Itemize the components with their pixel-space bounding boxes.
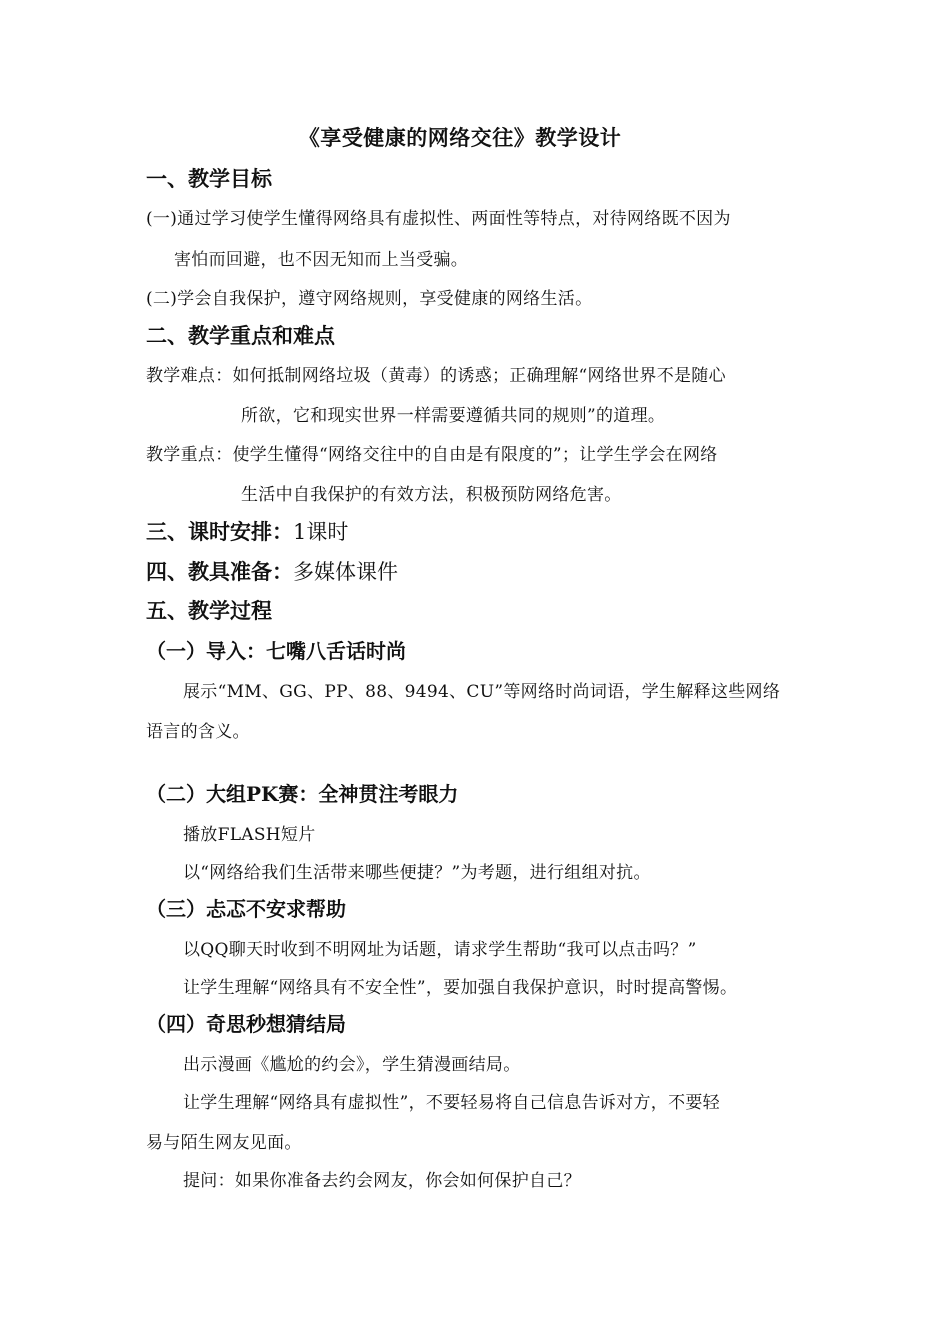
difficulty-line-1: 教学难点：如何抵制网络垃圾（黄毒）的诱惑；正确理解“网络世界不是随心 <box>146 366 726 386</box>
document-title: 《享受健康的网络交往》教学设计 <box>298 125 622 150</box>
goal-1-line-1: (一)通过学习使学生懂得网络具有虚拟性、两面性等特点，对待网络既不因为 <box>146 209 731 229</box>
heading-teaching-process: 五、教学过程 <box>146 598 272 623</box>
heading-key-and-difficult-points: 二、教学重点和难点 <box>146 323 335 348</box>
teaching-aids-value: 多媒体课件 <box>293 560 398 584</box>
class-hours-label: 三、课时安排： <box>146 519 293 544</box>
process-4-line-4: 提问：如果你准备去约会网友，你会如何保护自己？ <box>183 1171 581 1191</box>
process-3-heading: （三）忐忑不安求帮助 <box>146 897 346 921</box>
process-1-heading: （一）导入：七嘴八舌话时尚 <box>146 639 406 663</box>
class-hours-value: 1课时 <box>293 520 349 544</box>
key-point-line-2: 生活中自我保护的有效方法，积极预防网络危害。 <box>241 485 622 505</box>
process-1-line-2: 语言的含义。 <box>146 722 250 742</box>
key-point-line-1: 教学重点：使学生懂得“网络交往中的自由是有限度的”；让学生学会在网络 <box>146 445 718 465</box>
heading-teaching-goals: 一、教学目标 <box>146 166 272 191</box>
process-2-line-2: 以“网络给我们生活带来哪些便捷？”为考题，进行组组对抗。 <box>183 863 651 883</box>
process-4-line-2: 让学生理解“网络具有虚拟性”，不要轻易将自己信息告诉对方，不要轻 <box>183 1093 720 1113</box>
difficulty-line-2: 所欲，它和现实世界一样需要遵循共同的规则”的道理。 <box>241 406 666 426</box>
process-4-line-3: 易与陌生网友见面。 <box>146 1133 302 1153</box>
process-2-line-1: 播放FLASH短片 <box>183 825 316 845</box>
process-1-line-1: 展示“MM、GG、PP、88、9494、CU”等网络时尚词语，学生解释这些网络 <box>183 682 781 702</box>
teaching-aids-label: 四、教具准备： <box>146 559 293 584</box>
process-2-heading: （二）大组PK赛：全神贯注考眼力 <box>146 782 459 806</box>
goal-2: (二)学会自我保护，遵守网络规则，享受健康的网络生活。 <box>146 289 593 309</box>
heading-class-hours <box>146 516 348 546</box>
heading-teaching-aids <box>146 556 398 586</box>
process-3-line-2: 让学生理解“网络具有不安全性”，要加强自我保护意识，时时提高警惕。 <box>183 978 738 998</box>
process-4-line-1: 出示漫画《尴尬的约会》，学生猜漫画结局。 <box>183 1055 521 1075</box>
goal-1-line-2: 害怕而回避，也不因无知而上当受骗。 <box>174 250 469 270</box>
process-4-heading: （四）奇思秒想猜结局 <box>146 1012 346 1036</box>
process-3-line-1: 以QQ聊天时收到不明网址为话题，请求学生帮助“我可以点击吗？” <box>183 940 697 960</box>
